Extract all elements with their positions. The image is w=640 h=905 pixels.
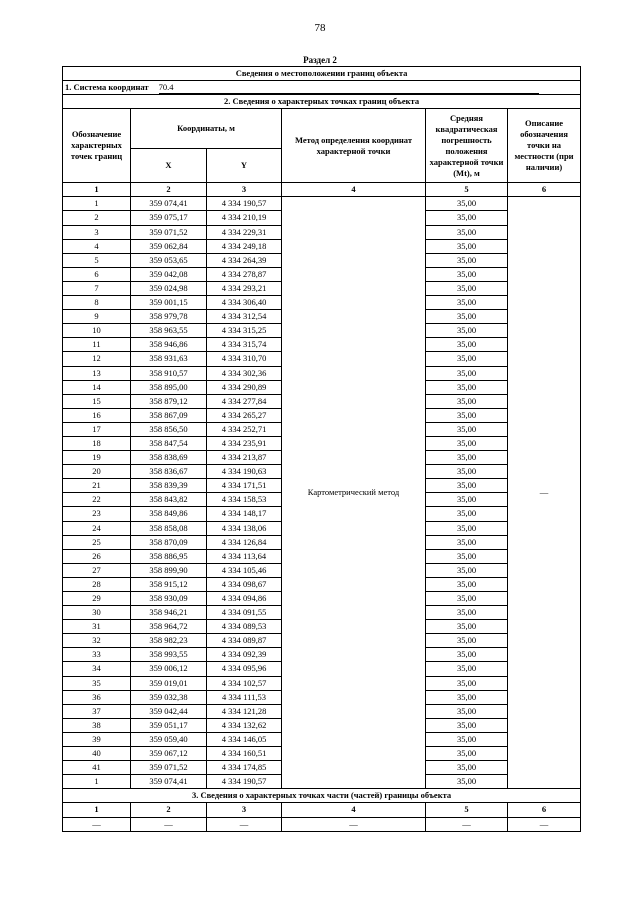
point-x: 358 930,09 (131, 592, 207, 606)
point-y: 4 334 302,36 (207, 366, 282, 380)
column-number: 4 (282, 183, 426, 197)
point-x: 358 993,55 (131, 648, 207, 662)
description-cell: — (508, 197, 581, 789)
point-x: 358 836,67 (131, 465, 207, 479)
point-error: 35,00 (426, 521, 508, 535)
point-number: 18 (63, 436, 131, 450)
point-x: 358 982,23 (131, 634, 207, 648)
point-error: 35,00 (426, 606, 508, 620)
point-number: 3 (63, 225, 131, 239)
header-description: Описание обозначения точки на местности (при наличии) (508, 109, 581, 183)
point-error: 35,00 (426, 436, 508, 450)
point-error: 35,00 (426, 239, 508, 253)
point-number: 27 (63, 563, 131, 577)
point-error: 35,00 (426, 479, 508, 493)
point-y: 4 334 160,51 (207, 747, 282, 761)
point-y: 4 334 095,96 (207, 662, 282, 676)
point-error: 35,00 (426, 577, 508, 591)
point-number: 1 (63, 775, 131, 789)
point-y: 4 334 229,31 (207, 225, 282, 239)
point-y: 4 334 213,87 (207, 451, 282, 465)
point-y: 4 334 138,06 (207, 521, 282, 535)
point-y: 4 334 235,91 (207, 436, 282, 450)
point-number: 25 (63, 535, 131, 549)
point-y: 4 334 190,57 (207, 775, 282, 789)
section3-column-numbers-row (63, 803, 581, 817)
point-error: 35,00 (426, 747, 508, 761)
point-y: 4 334 089,53 (207, 620, 282, 634)
header-error: Средняя квадратическая погрешность положения характерной точки (Mt), м (426, 109, 508, 183)
boundary-table (62, 66, 581, 832)
point-y: 4 334 252,71 (207, 422, 282, 436)
point-x: 358 849,86 (131, 507, 207, 521)
point-y: 4 334 105,46 (207, 563, 282, 577)
point-x: 359 006,12 (131, 662, 207, 676)
point-y: 4 334 092,39 (207, 648, 282, 662)
point-x: 358 843,82 (131, 493, 207, 507)
header-x: X (131, 149, 207, 183)
point-x: 359 075,17 (131, 211, 207, 225)
point-x: 358 858,08 (131, 521, 207, 535)
point-number: 19 (63, 451, 131, 465)
column-number: 3 (207, 183, 282, 197)
point-error: 35,00 (426, 197, 508, 211)
point-number: 10 (63, 324, 131, 338)
point-x: 359 019,01 (131, 676, 207, 690)
point-error: 35,00 (426, 352, 508, 366)
point-x: 358 946,86 (131, 338, 207, 352)
point-error: 35,00 (426, 718, 508, 732)
point-error: 35,00 (426, 507, 508, 521)
section3-column-number: 3 (207, 803, 282, 817)
point-error: 35,00 (426, 281, 508, 295)
point-error: 35,00 (426, 592, 508, 606)
point-y: 4 334 278,87 (207, 267, 282, 281)
point-error: 35,00 (426, 465, 508, 479)
point-number: 14 (63, 380, 131, 394)
point-error: 35,00 (426, 451, 508, 465)
point-error: 35,00 (426, 493, 508, 507)
point-x: 358 847,54 (131, 436, 207, 450)
point-x: 358 856,50 (131, 422, 207, 436)
point-number: 1 (63, 197, 131, 211)
point-number: 13 (63, 366, 131, 380)
point-number: 21 (63, 479, 131, 493)
point-number: 16 (63, 408, 131, 422)
point-y: 4 334 293,21 (207, 281, 282, 295)
section3-cell: — (207, 817, 282, 831)
coord-system-label: 1. Система координат (65, 82, 149, 93)
point-y: 4 334 310,70 (207, 352, 282, 366)
point-x: 358 839,39 (131, 479, 207, 493)
section3-column-number: 1 (63, 803, 131, 817)
point-y: 4 334 210,19 (207, 211, 282, 225)
subsection2-title: 2. Сведения о характерных точках границ объекта (63, 95, 581, 109)
point-x: 358 964,72 (131, 620, 207, 634)
point-number: 4 (63, 239, 131, 253)
point-x: 358 838,69 (131, 451, 207, 465)
point-x: 359 051,17 (131, 718, 207, 732)
column-numbers-row (63, 183, 581, 197)
point-error: 35,00 (426, 775, 508, 789)
point-x: 359 001,15 (131, 296, 207, 310)
point-number: 39 (63, 732, 131, 746)
point-number: 28 (63, 577, 131, 591)
point-number: 8 (63, 296, 131, 310)
point-x: 359 074,41 (131, 197, 207, 211)
header-y: Y (207, 149, 282, 183)
point-y: 4 334 158,53 (207, 493, 282, 507)
point-number: 20 (63, 465, 131, 479)
section3-column-number: 4 (282, 803, 426, 817)
point-x: 359 032,38 (131, 690, 207, 704)
column-number: 6 (508, 183, 581, 197)
subsection3-row (63, 789, 581, 803)
point-x: 359 071,52 (131, 761, 207, 775)
point-error: 35,00 (426, 225, 508, 239)
point-y: 4 334 190,57 (207, 197, 282, 211)
point-error: 35,00 (426, 563, 508, 577)
point-error: 35,00 (426, 253, 508, 267)
coord-system-row (63, 81, 581, 95)
point-y: 4 334 121,28 (207, 704, 282, 718)
point-number: 7 (63, 281, 131, 295)
point-number: 29 (63, 592, 131, 606)
point-number: 35 (63, 676, 131, 690)
point-x: 359 042,44 (131, 704, 207, 718)
point-y: 4 334 098,67 (207, 577, 282, 591)
header-coordinates: Координаты, м (131, 109, 282, 149)
point-number: 9 (63, 310, 131, 324)
point-x: 359 071,52 (131, 225, 207, 239)
point-x: 359 053,65 (131, 253, 207, 267)
point-error: 35,00 (426, 549, 508, 563)
point-y: 4 334 306,40 (207, 296, 282, 310)
point-x: 358 915,12 (131, 577, 207, 591)
point-error: 35,00 (426, 422, 508, 436)
point-error: 35,00 (426, 732, 508, 746)
point-y: 4 334 190,63 (207, 465, 282, 479)
point-x: 358 895,00 (131, 380, 207, 394)
point-x: 359 024,98 (131, 281, 207, 295)
point-x: 359 059,40 (131, 732, 207, 746)
point-number: 17 (63, 422, 131, 436)
point-x: 359 074,41 (131, 775, 207, 789)
point-error: 35,00 (426, 704, 508, 718)
point-error: 35,00 (426, 662, 508, 676)
point-number: 24 (63, 521, 131, 535)
table-title: Сведения о местоположении границ объекта (63, 67, 581, 81)
point-error: 35,00 (426, 296, 508, 310)
point-error: 35,00 (426, 535, 508, 549)
subsection3-title: 3. Сведения о характерных точках части (частей) границы объекта (63, 789, 581, 803)
column-number: 5 (426, 183, 508, 197)
point-number: 41 (63, 761, 131, 775)
point-x: 359 067,12 (131, 747, 207, 761)
point-y: 4 334 146,05 (207, 732, 282, 746)
point-error: 35,00 (426, 380, 508, 394)
point-x: 358 979,78 (131, 310, 207, 324)
point-y: 4 334 249,18 (207, 239, 282, 253)
point-x: 359 042,08 (131, 267, 207, 281)
section3-cell: — (63, 817, 131, 831)
point-x: 358 931,63 (131, 352, 207, 366)
section3-cell: — (508, 817, 581, 831)
point-x: 358 886,95 (131, 549, 207, 563)
point-error: 35,00 (426, 324, 508, 338)
section3-cell: — (282, 817, 426, 831)
point-error: 35,00 (426, 310, 508, 324)
header-method: Метод определения координат характерной точки (282, 109, 426, 183)
point-y: 4 334 089,87 (207, 634, 282, 648)
point-error: 35,00 (426, 408, 508, 422)
column-number: 2 (131, 183, 207, 197)
point-number: 12 (63, 352, 131, 366)
point-y: 4 334 312,54 (207, 310, 282, 324)
point-y: 4 334 265,27 (207, 408, 282, 422)
point-y: 4 334 290,89 (207, 380, 282, 394)
point-number: 26 (63, 549, 131, 563)
point-error: 35,00 (426, 366, 508, 380)
point-number: 6 (63, 267, 131, 281)
point-y: 4 334 126,84 (207, 535, 282, 549)
point-y: 4 334 315,74 (207, 338, 282, 352)
point-number: 2 (63, 211, 131, 225)
point-error: 35,00 (426, 211, 508, 225)
column-number: 1 (63, 183, 131, 197)
point-x: 358 963,55 (131, 324, 207, 338)
section3-column-number: 2 (131, 803, 207, 817)
point-error: 35,00 (426, 690, 508, 704)
point-x: 358 899,90 (131, 563, 207, 577)
point-number: 31 (63, 620, 131, 634)
coord-system-value: 70.4 (159, 82, 539, 94)
page-number: 78 (314, 22, 326, 34)
point-y: 4 334 132,62 (207, 718, 282, 732)
point-number: 40 (63, 747, 131, 761)
point-y: 4 334 111,53 (207, 690, 282, 704)
point-x: 358 867,09 (131, 408, 207, 422)
point-x: 358 870,09 (131, 535, 207, 549)
point-number: 32 (63, 634, 131, 648)
point-number: 34 (63, 662, 131, 676)
point-number: 38 (63, 718, 131, 732)
point-number: 36 (63, 690, 131, 704)
point-x: 358 879,12 (131, 394, 207, 408)
method-cell: Картометрический метод (282, 197, 426, 789)
point-error: 35,00 (426, 761, 508, 775)
section3-column-number: 5 (426, 803, 508, 817)
point-error: 35,00 (426, 620, 508, 634)
point-number: 30 (63, 606, 131, 620)
section-title: Раздел 2 (303, 55, 337, 65)
point-y: 4 334 315,25 (207, 324, 282, 338)
point-error: 35,00 (426, 676, 508, 690)
point-y: 4 334 148,17 (207, 507, 282, 521)
point-error: 35,00 (426, 634, 508, 648)
point-y: 4 334 277,84 (207, 394, 282, 408)
point-error: 35,00 (426, 267, 508, 281)
point-y: 4 334 091,55 (207, 606, 282, 620)
point-number: 11 (63, 338, 131, 352)
point-number: 22 (63, 493, 131, 507)
section3-column-number: 6 (508, 803, 581, 817)
point-number: 37 (63, 704, 131, 718)
point-number: 33 (63, 648, 131, 662)
point-error: 35,00 (426, 338, 508, 352)
point-x: 358 946,21 (131, 606, 207, 620)
point-x: 359 062,84 (131, 239, 207, 253)
section3-cell: — (131, 817, 207, 831)
section3-data-row (63, 817, 581, 831)
point-y: 4 334 102,57 (207, 676, 282, 690)
point-error: 35,00 (426, 394, 508, 408)
point-number: 15 (63, 394, 131, 408)
table-row (63, 197, 581, 211)
point-error: 35,00 (426, 648, 508, 662)
point-y: 4 334 264,39 (207, 253, 282, 267)
point-y: 4 334 171,51 (207, 479, 282, 493)
point-y: 4 334 113,64 (207, 549, 282, 563)
section3-cell: — (426, 817, 508, 831)
point-y: 4 334 094,86 (207, 592, 282, 606)
header-point-designation: Обозначение характерных точек границ (63, 109, 131, 183)
point-y: 4 334 174,85 (207, 761, 282, 775)
point-number: 5 (63, 253, 131, 267)
point-x: 358 910,57 (131, 366, 207, 380)
point-number: 23 (63, 507, 131, 521)
